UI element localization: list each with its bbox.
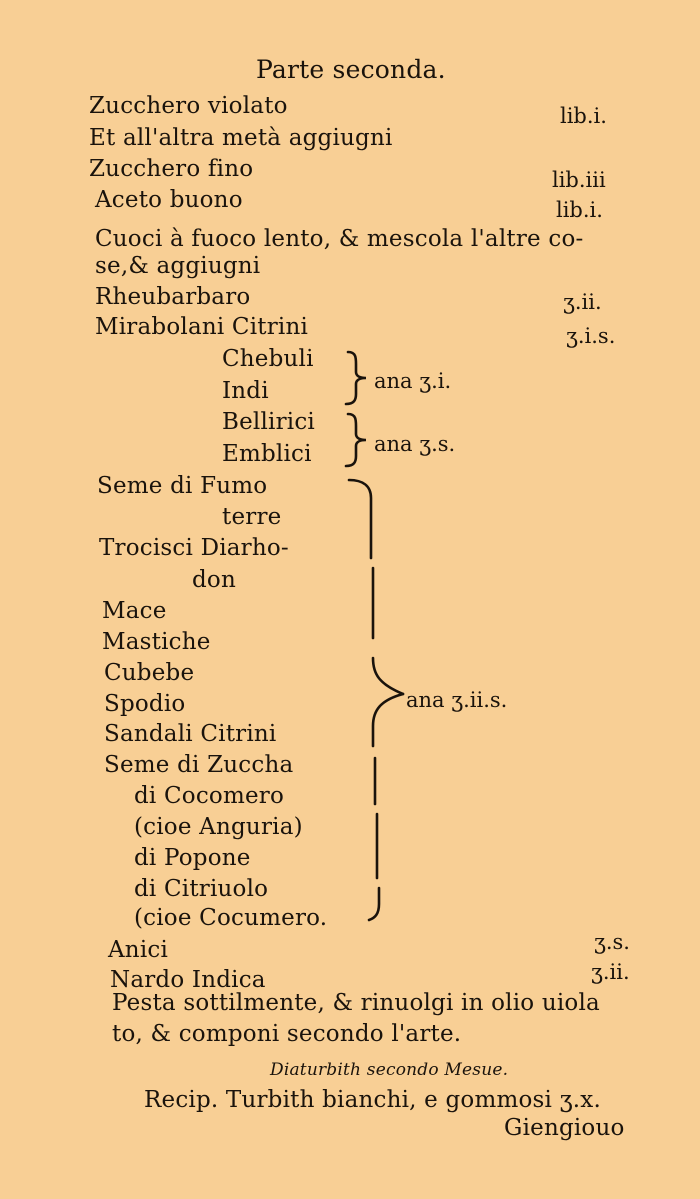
page-header: Parte seconda. — [256, 55, 446, 84]
line-zucchero-violato: Zucchero violato — [89, 93, 288, 119]
catchword: Giengiouo — [504, 1115, 625, 1141]
qty-group-1: ana ʒ.i. — [374, 369, 452, 393]
qty-mirabolani: ʒ.i.s. — [566, 324, 616, 348]
item-chebuli: Chebuli — [222, 346, 314, 372]
qty-rheubarbaro: ʒ.ii. — [563, 290, 602, 314]
item-citriuolo: di Citriuolo — [134, 876, 269, 902]
qty-aceto: lib.i. — [556, 198, 603, 222]
item-mace: Mace — [102, 598, 167, 624]
item-anguria: (cioe Anguria) — [134, 814, 303, 840]
item-trocisci: Trocisci Diarho- — [99, 535, 289, 561]
item-anici: Anici — [108, 937, 169, 963]
qty-anici: ʒ.s. — [594, 930, 630, 954]
item-emblici: Emblici — [222, 441, 312, 467]
brace-big-group — [345, 478, 405, 928]
line-altra-meta: Et all'altra metà aggiugni — [89, 125, 393, 151]
item-cocumero: (cioe Cocumero. — [134, 905, 328, 931]
item-seme-zuccha: Seme di Zuccha — [104, 752, 294, 778]
brace-group-2 — [342, 412, 372, 468]
item-popone: di Popone — [134, 845, 251, 871]
recipe-title: Diaturbith secondo Mesue. — [270, 1060, 509, 1080]
line-aggiugni: se,& aggiugni — [95, 253, 261, 279]
instruction-line-1: Pesta sottilmente, & rinuolgi in olio uiola — [112, 990, 600, 1016]
item-sandali: Sandali Citrini — [104, 721, 277, 747]
line-zucchero-fino: Zucchero fino — [89, 156, 254, 182]
item-cubebe: Cubebe — [104, 660, 195, 686]
item-spodio: Spodio — [104, 691, 186, 717]
qty-zucchero-violato: lib.i. — [560, 104, 607, 128]
item-don: don — [192, 567, 236, 593]
instruction-line-2: to, & componi secondo l'arte. — [112, 1021, 462, 1047]
qty-nardo: ʒ.ii. — [591, 960, 630, 984]
line-cuoci: Cuoci à fuoco lento, & mescola l'altre co- — [95, 226, 584, 252]
item-bellirici: Bellirici — [222, 409, 315, 435]
line-mirabolani: Mirabolani Citrini — [95, 314, 309, 340]
item-terre: terre — [222, 504, 282, 530]
recipe-line: Recip. Turbith bianchi, e gommosi ʒ.x. — [144, 1087, 601, 1113]
item-cocomero: di Cocomero — [134, 783, 285, 809]
item-seme-fumo: Seme di Fumo — [97, 473, 268, 499]
qty-group-2: ana ʒ.s. — [374, 432, 456, 456]
item-indi: Indi — [222, 378, 269, 404]
item-mastiche: Mastiche — [102, 629, 211, 655]
line-aceto-buono: Aceto buono — [95, 187, 243, 213]
brace-group-1 — [342, 350, 372, 406]
item-nardo: Nardo Indica — [110, 967, 266, 993]
qty-big-group: ana ʒ.ii.s. — [406, 688, 508, 712]
qty-zucchero-fino: lib.iii — [552, 168, 606, 192]
line-rheubarbaro: Rheubarbaro — [95, 284, 251, 310]
